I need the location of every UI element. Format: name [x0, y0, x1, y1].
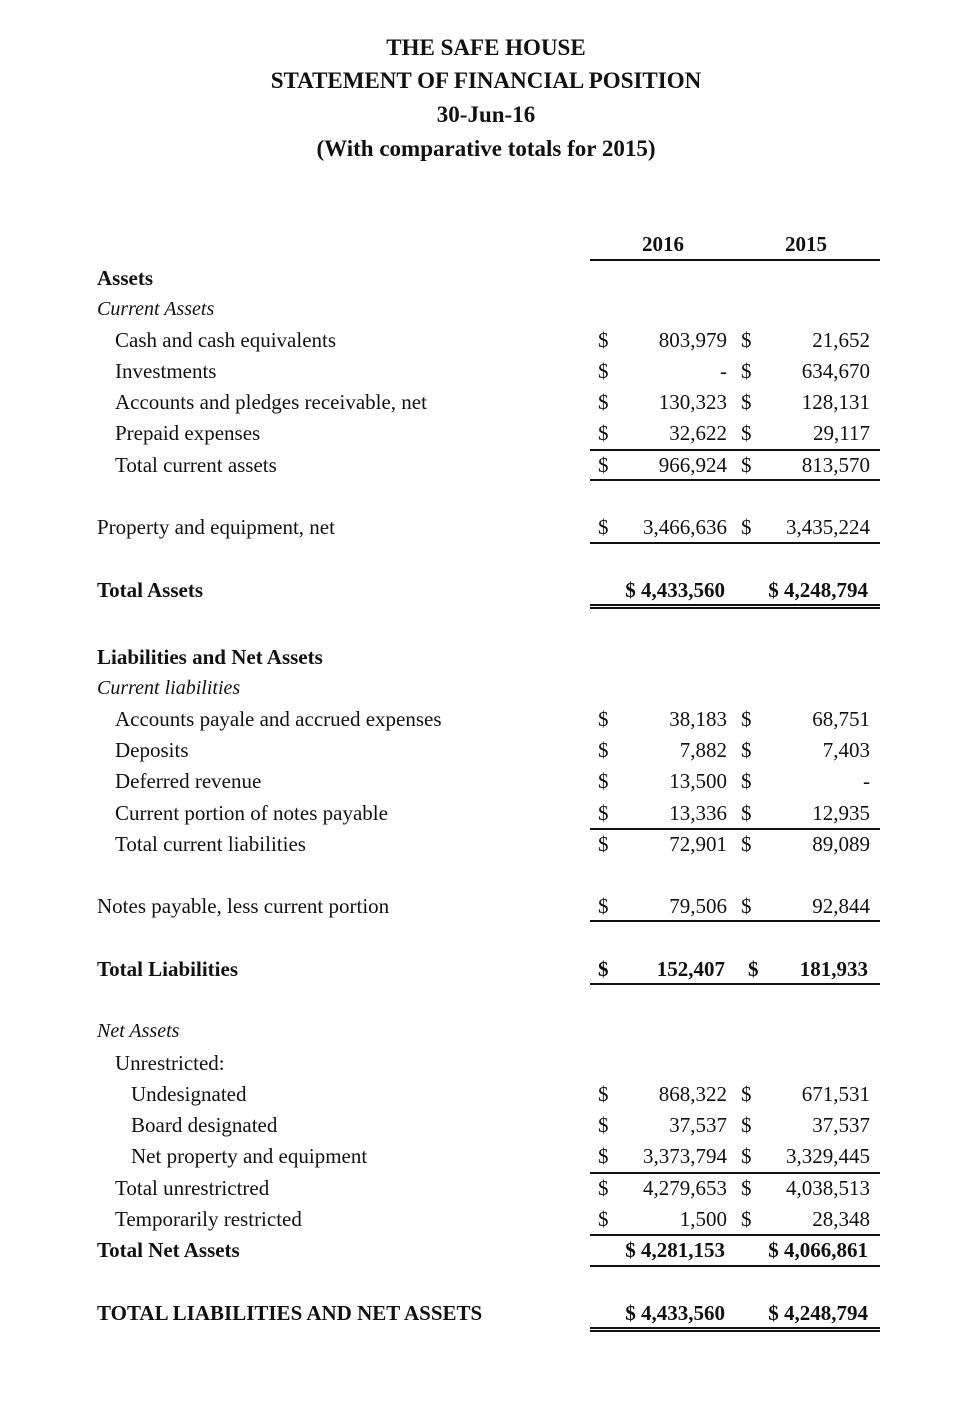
value-2015: $ 4,248,794: [768, 1301, 868, 1325]
currency-symbol: $: [741, 515, 752, 539]
currency-symbol: $: [598, 769, 609, 793]
currency-symbol: $: [741, 801, 752, 825]
organization-name: THE SAFE HOUSE: [386, 35, 586, 60]
line-item-total-net-assets: [0, 1235, 972, 1265]
value-2015: 68,751: [812, 707, 870, 731]
value-2016: 4,279,653: [643, 1176, 727, 1200]
currency-symbol: $: [598, 1207, 609, 1231]
line-item-deposits: [0, 735, 972, 765]
currency-symbol: $: [598, 1144, 609, 1168]
value-2015: $ 4,066,861: [768, 1238, 868, 1262]
value-2016: 37,537: [669, 1113, 727, 1137]
current-assets-heading: Current Assets: [97, 298, 215, 320]
line-item-grand-total: [0, 1298, 972, 1328]
statement-date: 30-Jun-16: [436, 102, 536, 127]
value-2015: $ 4,248,794: [768, 578, 868, 602]
line-label: Total Assets: [97, 578, 203, 602]
section-heading-liabilities: [0, 642, 972, 672]
line-label: Deferred revenue: [115, 769, 262, 793]
value-2016: 13,500: [669, 769, 727, 793]
currency-symbol: $: [598, 1176, 609, 1200]
value-2015: 4,038,513: [786, 1176, 870, 1200]
currency-symbol: $: [598, 328, 609, 352]
column-header-2015: 2015: [785, 232, 827, 256]
value-2015: -: [863, 769, 870, 793]
currency-symbol: $: [598, 1082, 609, 1106]
value-2015: 12,935: [812, 801, 870, 825]
currency-symbol: $: [598, 707, 609, 731]
line-label: Total current assets: [115, 453, 277, 477]
line-label: Total current liabilities: [115, 832, 306, 856]
double-rule: [590, 604, 880, 609]
line-label: Net property and equipment: [131, 1144, 368, 1168]
currency-symbol: $: [741, 707, 752, 731]
section-heading-assets: [0, 263, 972, 293]
line-item-board-designated: [0, 1110, 972, 1140]
line-label: Current portion of notes payable: [115, 801, 388, 825]
currency-symbol: $: [741, 738, 752, 762]
subsection-unrestricted: [0, 1048, 972, 1078]
line-label: Property and equipment, net: [97, 515, 335, 539]
currency-symbol: $: [741, 1176, 752, 1200]
value-2016: $ 4,433,560: [625, 578, 725, 602]
total-rule: [590, 983, 880, 985]
unrestricted-heading: Unrestricted:: [115, 1051, 225, 1075]
line-label: Accounts and pledges receivable, net: [115, 390, 427, 414]
line-item-net-property: [0, 1141, 972, 1171]
value-2015: 37,537: [812, 1113, 870, 1137]
currency-symbol: $: [741, 769, 752, 793]
assets-heading: Assets: [97, 266, 153, 290]
line-item-current-notes: [0, 798, 972, 828]
value-2016: 3,466,636: [643, 515, 727, 539]
total-rule: [590, 920, 880, 922]
subsection-current-liabilities: [0, 673, 972, 703]
value-2015: 28,348: [812, 1207, 870, 1231]
currency-symbol: $: [741, 359, 752, 383]
value-2015: 92,844: [812, 894, 870, 918]
currency-symbol: $: [598, 801, 609, 825]
currency-symbol: $: [741, 1082, 752, 1106]
line-item-notes-noncurrent: [0, 891, 972, 921]
value-2016: 130,323: [658, 390, 727, 414]
total-rule: [590, 479, 880, 481]
value-2016: $ 4,281,153: [625, 1238, 725, 1262]
value-2015: 21,652: [812, 328, 870, 352]
line-item-temporarily-restricted: [0, 1204, 972, 1234]
line-label: Investments: [115, 359, 217, 383]
line-item-payable: [0, 704, 972, 734]
subsection-current-assets: [0, 294, 972, 324]
currency-symbol: $: [741, 390, 752, 414]
comparative-note: (With comparative totals for 2015): [316, 136, 656, 161]
currency-symbol: $: [741, 421, 752, 445]
value-2016: 7,882: [679, 738, 727, 762]
line-item-deferred-revenue: [0, 766, 972, 796]
value-2016: 3,373,794: [643, 1144, 727, 1168]
liabilities-heading: Liabilities and Net Assets: [97, 645, 323, 669]
value-2016: 79,506: [669, 894, 727, 918]
line-item-investments: [0, 356, 972, 386]
value-2015: 634,670: [801, 359, 870, 383]
line-label: Accounts payale and accrued expenses: [115, 707, 442, 731]
currency-symbol: $: [598, 894, 609, 918]
currency-symbol: $: [598, 453, 609, 477]
value-2016: 966,924: [658, 453, 727, 477]
line-item-total-current-liabilities: [0, 829, 972, 859]
line-item-prepaid: [0, 418, 972, 448]
value-2015: 29,117: [813, 421, 870, 445]
column-header-2016: 2016: [642, 232, 684, 256]
currency-symbol: $: [741, 453, 752, 477]
currency-symbol: $: [748, 957, 759, 981]
value-2015: 813,570: [801, 453, 870, 477]
line-label: Cash and cash equivalents: [115, 328, 337, 352]
value-2015: 3,329,445: [786, 1144, 870, 1168]
value-2016: $ 4,433,560: [625, 1301, 725, 1325]
line-item-property: [0, 512, 972, 542]
subsection-net-assets: [0, 1016, 972, 1046]
net-assets-heading: Net Assets: [97, 1020, 180, 1042]
line-label: Undesignated: [131, 1082, 247, 1106]
line-item-receivables: [0, 387, 972, 417]
currency-symbol: $: [598, 390, 609, 414]
current-liabilities-heading: Current liabilities: [97, 677, 241, 699]
value-2016: 868,322: [658, 1082, 727, 1106]
line-label: Total Liabilities: [97, 957, 239, 981]
line-item-total-liabilities: [0, 954, 972, 984]
value-2015: 181,933: [799, 957, 868, 981]
statement-title: STATEMENT OF FINANCIAL POSITION: [270, 68, 702, 93]
value-2016: 13,336: [669, 801, 727, 825]
currency-symbol: $: [598, 421, 609, 445]
value-2016: 803,979: [658, 328, 727, 352]
value-2016: 38,183: [669, 707, 727, 731]
header-underline: [590, 259, 880, 261]
value-2016: 1,500: [679, 1207, 727, 1231]
currency-symbol: $: [741, 1207, 752, 1231]
value-2015: 128,131: [801, 390, 870, 414]
value-2015: 7,403: [822, 738, 870, 762]
currency-symbol: $: [741, 1113, 752, 1137]
currency-symbol: $: [741, 328, 752, 352]
currency-symbol: $: [598, 738, 609, 762]
line-item-total-current-assets: [0, 450, 972, 480]
currency-symbol: $: [598, 1113, 609, 1137]
value-2016: 72,901: [669, 832, 727, 856]
value-2016: 152,407: [656, 957, 725, 981]
line-label: Notes payable, less current portion: [97, 894, 390, 918]
value-2015: 3,435,224: [786, 515, 870, 539]
total-rule: [590, 1265, 880, 1267]
line-item-total-unrestricted: [0, 1173, 972, 1203]
line-label: Deposits: [115, 738, 189, 762]
line-label: Total unrestrictred: [115, 1176, 270, 1200]
currency-symbol: $: [741, 894, 752, 918]
value-2016: 32,622: [669, 421, 727, 445]
currency-symbol: $: [598, 957, 609, 981]
total-rule: [590, 542, 880, 544]
line-label: Total Net Assets: [97, 1238, 240, 1262]
line-label: Temporarily restricted: [115, 1207, 302, 1231]
currency-symbol: $: [598, 359, 609, 383]
line-item-cash: [0, 325, 972, 355]
line-item-undesignated: [0, 1079, 972, 1109]
value-2015: 671,531: [801, 1082, 870, 1106]
currency-symbol: $: [598, 832, 609, 856]
line-item-total-assets: [0, 575, 972, 605]
line-label: TOTAL LIABILITIES AND NET ASSETS: [97, 1301, 483, 1325]
value-2016: -: [720, 359, 727, 383]
double-rule: [590, 1327, 880, 1332]
currency-symbol: $: [598, 515, 609, 539]
value-2015: 89,089: [812, 832, 870, 856]
currency-symbol: $: [741, 1144, 752, 1168]
line-label: Prepaid expenses: [115, 421, 261, 445]
line-label: Board designated: [131, 1113, 278, 1137]
currency-symbol: $: [741, 832, 752, 856]
